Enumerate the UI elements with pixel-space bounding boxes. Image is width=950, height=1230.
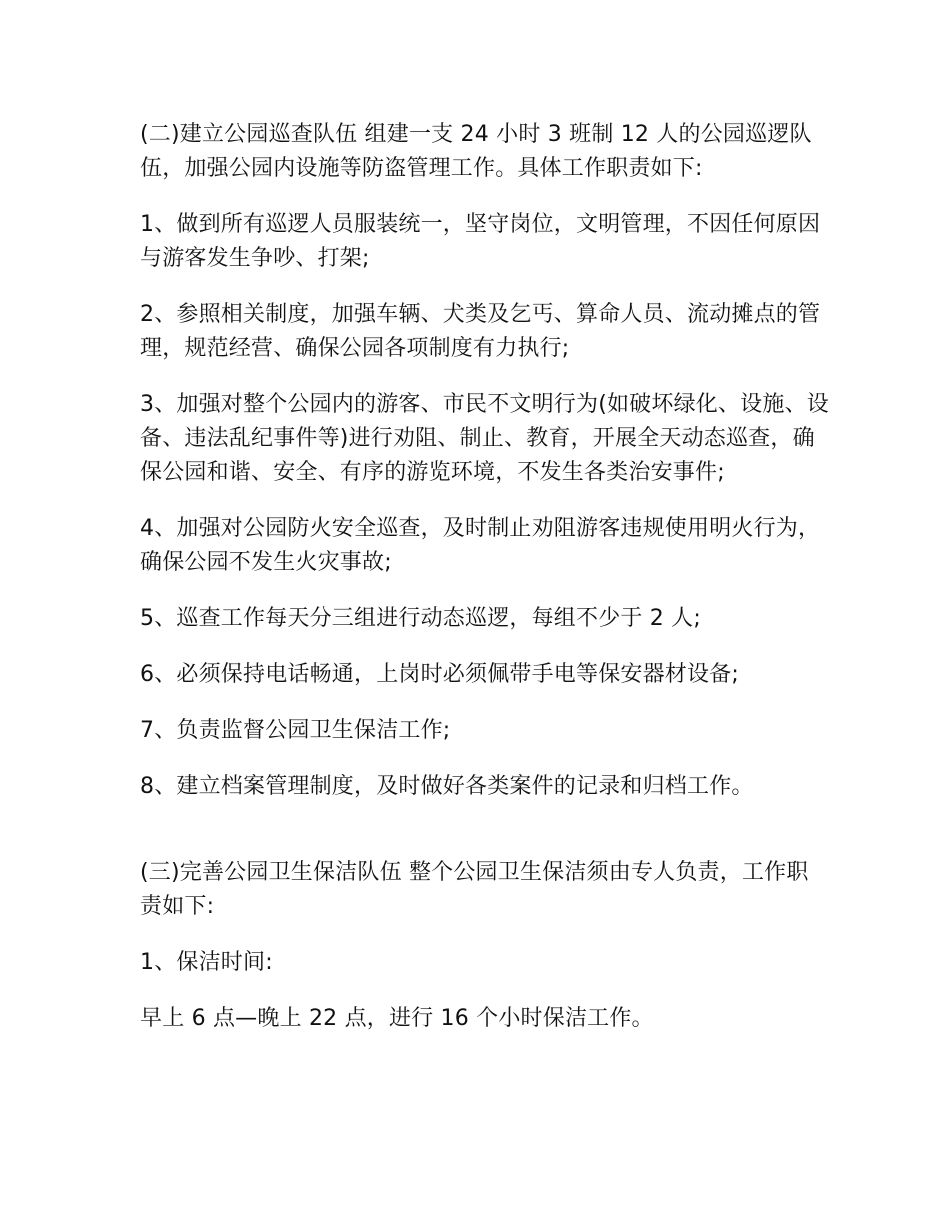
section-2-item-2: 2、参照相关制度，加强车辆、犬类及乞丐、算命人员、流动摊点的管理，规范经营、确保公园各项制度有力执行; [140, 302, 821, 361]
section-2-item-5: 5、巡查工作每天分三组进行动态巡逻，每组不少于 2 人; [140, 606, 701, 631]
section-2-item-7: 7、负责监督公园卫生保洁工作; [140, 718, 451, 743]
section-spacer [140, 826, 830, 856]
section-2-item-4: 4、加强对公园防火安全巡查，及时制止劝阻游客违规使用明火行为，确保公园不发生火灾事故; [140, 516, 821, 575]
section-2-intro: (二)建立公园巡查队伍 组建一支 24 小时 3 班制 12 人的公园巡逻队伍，加强公园内设施等防盗管理工作。具体工作职责如下: [140, 122, 812, 181]
section-3-item-2: 早上 6 点—晚上 22 点，进行 16 个小时保洁工作。 [140, 1006, 654, 1031]
section-2-item-3: 3、加强对整个公园内的游客、市民不文明行为(如破坏绿化、设施、设备、违法乱纪事件等)进行劝阻、制止、教育，开展全天动态巡查，确保公园和谐、安全、有序的游览环境，不发生各类治安事件; [140, 392, 829, 485]
section-3-item-1: 1、保洁时间: [140, 950, 273, 975]
document-page [140, 118, 830, 1058]
section-2-item-8: 8、建立档案管理制度，及时做好各类案件的记录和归档工作。 [140, 774, 754, 799]
section-3-intro: (三)完善公园卫生保洁队伍 整个公园卫生保洁须由专人负责，工作职责如下: [140, 860, 809, 919]
section-2-item-6: 6、必须保持电话畅通，上岗时必须佩带手电等保安器材设备; [140, 662, 740, 687]
section-2-item-1: 1、做到所有巡逻人员服装统一，坚守岗位，文明管理，不因任何原因与游客发生争吵、打架; [140, 212, 821, 271]
